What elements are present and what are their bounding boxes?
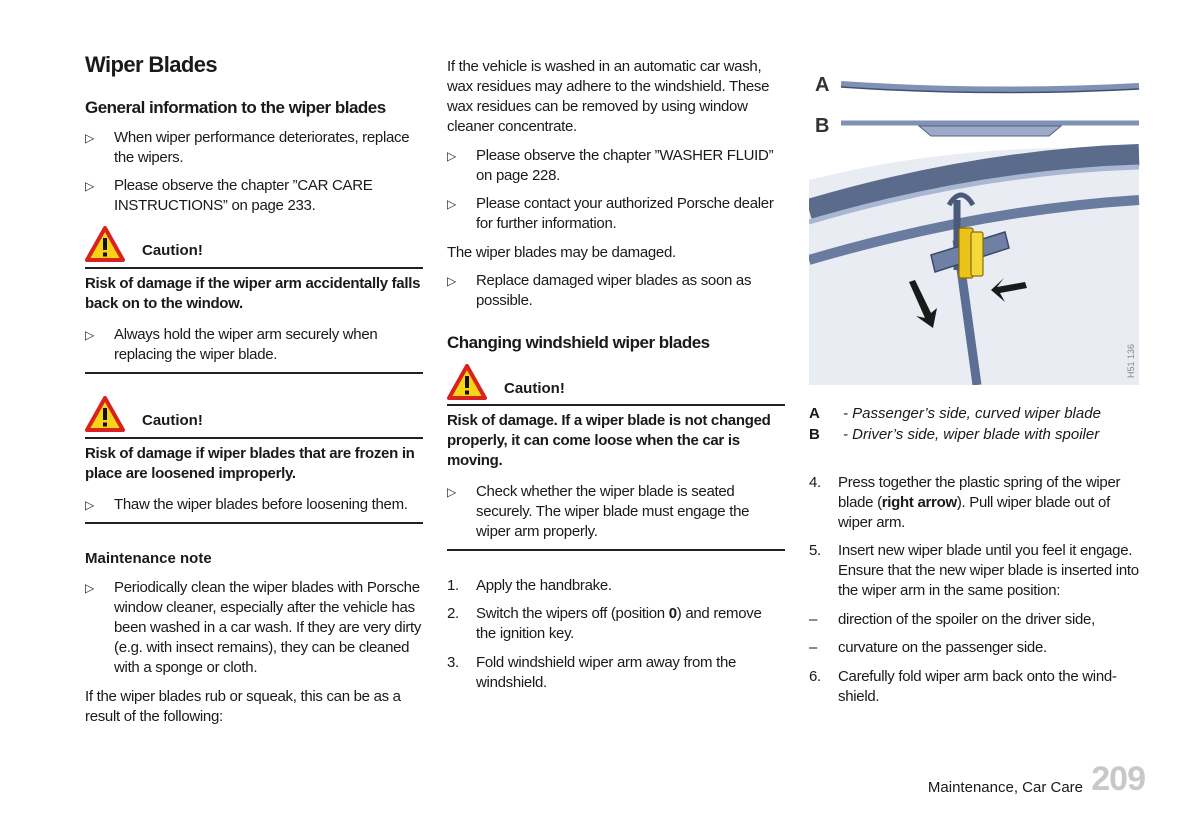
caution-warning-text: Risk of damage if the wiper arm accidentally falls back on to the window. (85, 275, 421, 312)
caution-box-2 (85, 396, 423, 434)
step-item: 2. Switch the wipers off (position 0) and remove the ignition key. (447, 605, 762, 642)
caution-warning-text: Risk of damage. If a wiper blade is not changed properly, it can come loose when the car is moving. (447, 412, 771, 469)
list-item: ▷ Please observe the chapter ”WASHER FLUID” on page 228. (447, 147, 774, 184)
warning-triangle-icon (447, 364, 487, 400)
divider (85, 372, 423, 374)
figure-label-b: B (815, 115, 830, 137)
divider (85, 437, 423, 439)
bullet-triangle-icon: ▷ (85, 581, 94, 595)
dash-item: – curvature on the passenger side. (809, 639, 1047, 656)
page-number: 209 (1091, 760, 1145, 798)
list-item: ▷ Please observe the chapter ”CAR CARE INSTRUCTIONS” on page 233. (85, 177, 373, 214)
changing-heading: Changing windshield wiper blades (447, 333, 710, 352)
divider (447, 549, 785, 551)
rub-text: If the wiper blades rub or squeak, this can be as a result of the following: (85, 688, 401, 725)
list-item: ▷ Always hold the wiper arm securely when replacing the wiper blade. (85, 326, 378, 363)
divider (447, 404, 785, 406)
caution-label: Caution! (142, 242, 203, 259)
caution-label: Caution! (504, 380, 565, 397)
step-item: 4. Press together the plastic spring of the wiper blade (right arrow). Pull wiper blade out of wiper arm. (809, 474, 1121, 531)
caution-box-1 (85, 226, 423, 264)
caution-label: Caution! (142, 412, 203, 429)
section-name: Maintenance, Car Care (927, 779, 1083, 796)
list-item: ▷ When wiper performance deteriorates, replace the wipers. (85, 129, 410, 166)
caution-warning-text: Risk of damage if wiper blades that are frozen in place are loosened improperly. (85, 445, 415, 482)
bullet-triangle-icon: ▷ (447, 485, 456, 499)
list-item: ▷ Please contact your authorized Porsche dealer for further information. (447, 195, 774, 232)
step-item: 1. Apply the handbrake. (447, 577, 612, 594)
bullet-triangle-icon: ▷ (447, 149, 456, 163)
step-item: 6. Carefully fold wiper arm back onto the wind-shield. (809, 668, 1117, 705)
maintenance-heading: Maintenance note (85, 550, 212, 567)
caution-box-3 (447, 364, 785, 402)
dash-item: – direction of the spoiler on the driver side, (809, 611, 1095, 628)
bullet-triangle-icon: ▷ (85, 328, 94, 342)
general-info-heading: General information to the wiper blades (85, 98, 386, 117)
list-item: ▷ Check whether the wiper blade is seated securely. The wiper blade must engage the wiper arm properly. (447, 483, 750, 540)
step-item: 5. Insert new wiper blade until you feel it engage. Ensure that the new wiper blade is inserted into the wiper arm in the same position: (809, 542, 1139, 599)
bullet-triangle-icon: ▷ (447, 274, 456, 288)
bullet-triangle-icon: ▷ (85, 498, 94, 512)
damaged-text: The wiper blades may be damaged. (447, 244, 676, 261)
step-item: 3. Fold windshield wiper arm away from the windshield. (447, 654, 737, 691)
divider (85, 522, 423, 524)
warning-triangle-icon (85, 226, 125, 262)
bullet-triangle-icon: ▷ (85, 179, 94, 193)
wiper-blade-figure (809, 60, 1141, 385)
page-title: Wiper Blades (85, 52, 217, 77)
bullet-triangle-icon: ▷ (85, 131, 94, 145)
figure-code: H51 136 (1126, 343, 1136, 378)
figure-label-a: A (815, 74, 830, 96)
car-wash-text: If the vehicle is washed in an automatic car wash, wax residues may adhere to the windshield. These wax residues can be removed by using window cleaner concentrate. (447, 58, 770, 135)
bullet-triangle-icon: ▷ (447, 197, 456, 211)
warning-triangle-icon (85, 396, 125, 432)
list-item: ▷ Replace damaged wiper blades as soon as possible. (447, 272, 752, 309)
list-item: ▷ Periodically clean the wiper blades with Porsche window cleaner, especially after the vehicle has been washed in a car wash. If they are very dirty (e.g. with insect remains), they can be cleaned with a sponge or cloth. (85, 579, 422, 676)
divider (85, 267, 423, 269)
list-item: ▷ Thaw the wiper blades before loosening them. (85, 496, 408, 513)
